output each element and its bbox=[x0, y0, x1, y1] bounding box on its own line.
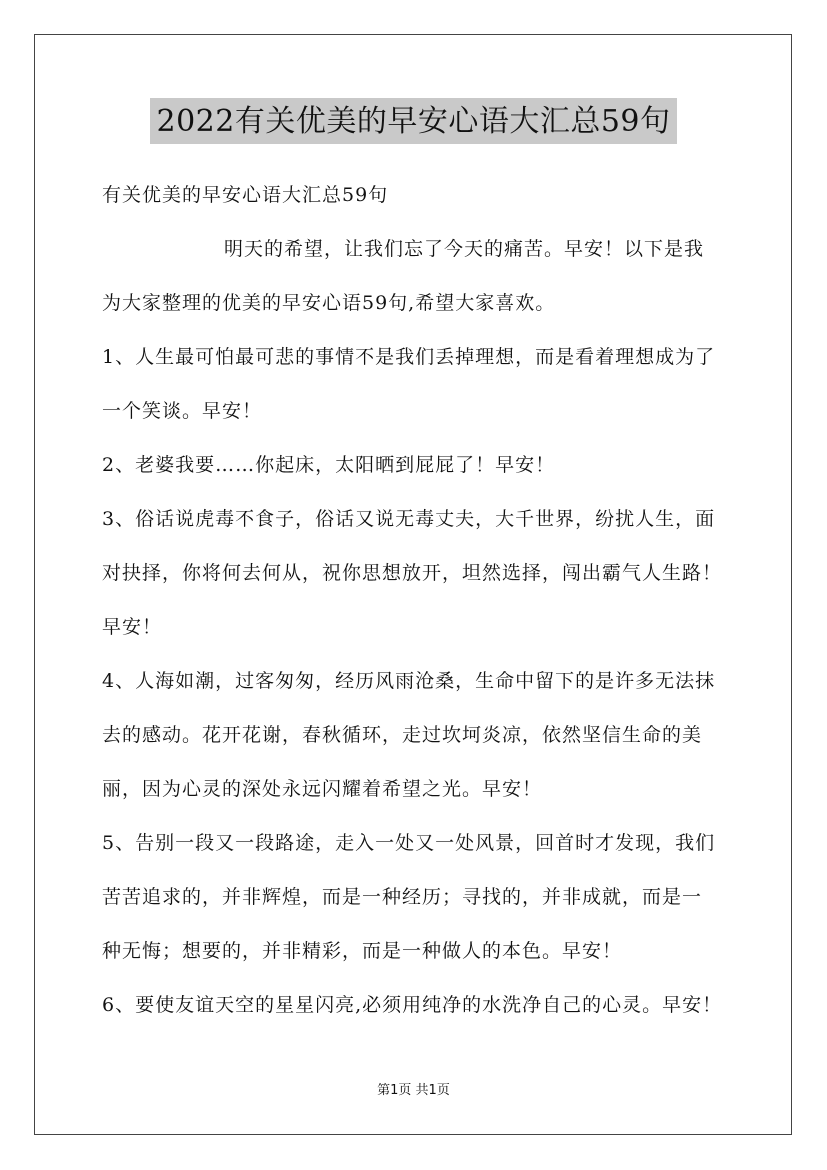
item-4-line-2: 去的感动。花开花谢，春秋循环，走过坎坷炎凉，依然坚信生命的美 bbox=[102, 724, 703, 746]
item-5-line-1: 5、告别一段又一段路途，走入一处又一处风景，回首时才发现，我们 bbox=[102, 832, 716, 854]
page-number: 第1页 共1页 bbox=[377, 1083, 450, 1098]
item-3-line-1: 3、俗话说虎毒不食子，俗话又说无毒丈夫，大千世界，纷扰人生，面 bbox=[102, 508, 716, 530]
intro-line-2: 为大家整理的优美的早安心语59句,希望大家喜欢。 bbox=[102, 292, 556, 314]
document-subtitle: 有关优美的早安心语大汇总59句 bbox=[102, 184, 389, 206]
document-body bbox=[102, 168, 742, 1032]
document-title: 2022有关优美的早安心语大汇总59句 bbox=[150, 98, 676, 144]
item-4-line-1: 4、人海如潮，过客匆匆，经历风雨沧桑，生命中留下的是许多无法抹 bbox=[102, 670, 716, 692]
item-3-line-2: 对抉择，你将何去何从，祝你思想放开，坦然选择，闯出霸气人生路！ bbox=[102, 562, 723, 584]
item-2-line-1: 2、老婆我要……你起床，太阳晒到屁屁了！早安！ bbox=[102, 454, 556, 476]
item-5-line-2: 苦苦追求的，并非辉煌，而是一种经历；寻找的，并非成就，而是一 bbox=[102, 886, 703, 908]
item-5-line-3: 种无悔；想要的，并非精彩，而是一种做人的本色。早安！ bbox=[102, 940, 623, 962]
intro-line-1: 明天的希望，让我们忘了今天的痛苦。早安！以下是我 bbox=[224, 238, 705, 260]
item-1-line-1: 1、人生最可怕最可悲的事情不是我们丢掉理想，而是看着理想成为了 bbox=[102, 346, 716, 368]
title-container bbox=[0, 98, 827, 144]
item-1-line-2: 一个笑谈。早安！ bbox=[102, 400, 263, 422]
page-footer bbox=[0, 1082, 827, 1100]
item-4-line-3: 丽，因为心灵的深处永远闪耀着希望之光。早安！ bbox=[102, 778, 543, 800]
item-6-line-1: 6、要使友谊天空的星星闪亮,必须用纯净的水洗净自己的心灵。早安！ bbox=[102, 994, 723, 1016]
item-3-line-3: 早安！ bbox=[102, 616, 163, 638]
